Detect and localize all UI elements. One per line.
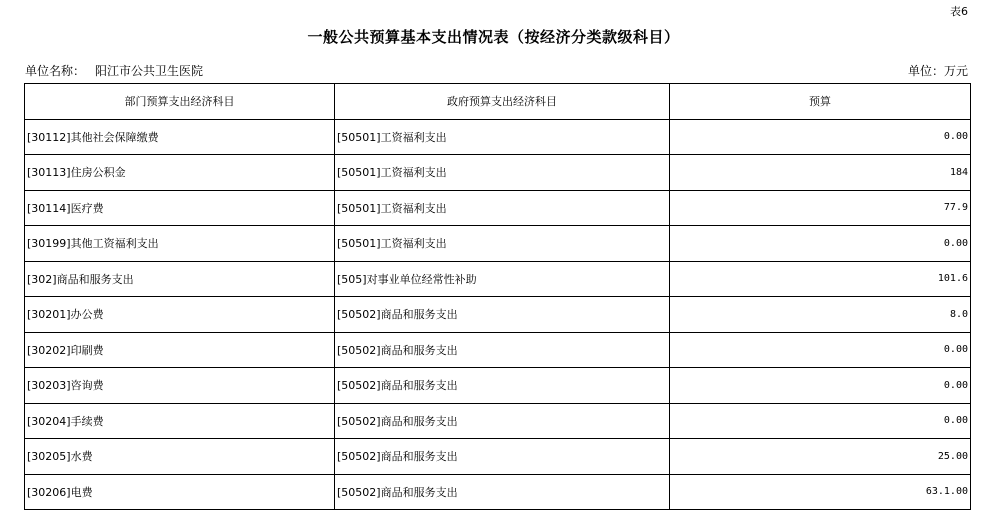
unit-name-label: 单位名称：	[25, 64, 86, 78]
budget-amount-cell: 184	[670, 155, 971, 191]
budget-amount-cell: 25.00	[670, 439, 971, 475]
gov-subject-cell: [50501]工资福利支出	[335, 190, 670, 226]
budget-amount-cell: 8.0	[670, 297, 971, 333]
gov-subject-cell: [50502]商品和服务支出	[335, 297, 670, 333]
budget-amount-cell: 77.9	[670, 190, 971, 226]
gov-subject-cell: [50501]工资福利支出	[335, 226, 670, 262]
unit-name-line	[25, 62, 203, 79]
table-row	[25, 332, 971, 368]
column-header-dept-subject: 部门预算支出经济科目	[25, 84, 335, 120]
table-row	[25, 474, 971, 510]
budget-amount-cell: 101.6	[670, 261, 971, 297]
table-row	[25, 403, 971, 439]
unit-name-value: 阳江市公共卫生医院	[95, 64, 204, 78]
gov-subject-cell: [50502]商品和服务支出	[335, 439, 670, 475]
gov-subject-cell: [50502]商品和服务支出	[335, 474, 670, 510]
table-row	[25, 368, 971, 404]
dept-subject-cell: [30201]办公费	[25, 297, 335, 333]
dept-subject-cell: [30204]手续费	[25, 403, 335, 439]
table-row	[25, 439, 971, 475]
budget-amount-cell: 0.00	[670, 332, 971, 368]
dept-subject-cell: [302]商品和服务支出	[25, 261, 335, 297]
gov-subject-cell: [50501]工资福利支出	[335, 119, 670, 155]
table-row	[25, 297, 971, 333]
dept-subject-cell: [30203]咨询费	[25, 368, 335, 404]
table-row	[25, 119, 971, 155]
gov-subject-cell: [50501]工资福利支出	[335, 155, 670, 191]
dept-subject-cell: [30112]其他社会保障缴费	[25, 119, 335, 155]
budget-amount-cell: 0.00	[670, 403, 971, 439]
table-row	[25, 226, 971, 262]
dept-subject-cell: [30114]医疗费	[25, 190, 335, 226]
dept-subject-cell: [30199]其他工资福利支出	[25, 226, 335, 262]
table-row	[25, 190, 971, 226]
table-row	[25, 155, 971, 191]
dept-subject-cell: [30205]水费	[25, 439, 335, 475]
table-number: 表6	[950, 5, 968, 18]
column-header-budget: 预算	[670, 84, 971, 120]
gov-subject-cell: [50502]商品和服务支出	[335, 368, 670, 404]
column-header-gov-subject: 政府预算支出经济科目	[335, 84, 670, 120]
dept-subject-cell: [30113]住房公积金	[25, 155, 335, 191]
budget-amount-cell: 0.00	[670, 368, 971, 404]
budget-table	[24, 83, 971, 510]
page-title: 一般公共预算基本支出情况表（按经济分类款级科目）	[307, 28, 680, 46]
dept-subject-cell: [30206]电费	[25, 474, 335, 510]
gov-subject-cell: [505]对事业单位经常性补助	[335, 261, 670, 297]
budget-amount-cell: 63.1.00	[670, 474, 971, 510]
currency-unit: 单位：万元	[907, 64, 968, 78]
gov-subject-cell: [50502]商品和服务支出	[335, 332, 670, 368]
table-header-row	[25, 84, 971, 120]
dept-subject-cell: [30202]印刷费	[25, 332, 335, 368]
budget-amount-cell: 0.00	[670, 119, 971, 155]
budget-amount-cell: 0.00	[670, 226, 971, 262]
table-row	[25, 261, 971, 297]
gov-subject-cell: [50502]商品和服务支出	[335, 403, 670, 439]
